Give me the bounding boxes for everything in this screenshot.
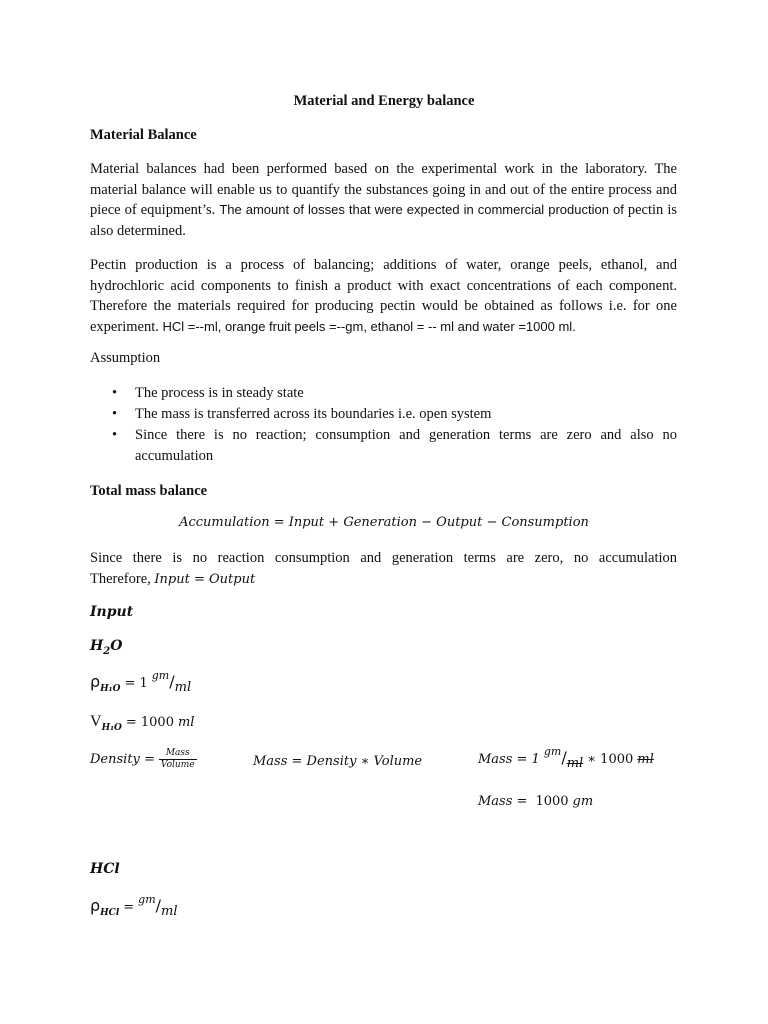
mass-calc-multiplier: ∗ 1000 (587, 752, 634, 767)
fraction-denominator: Volume (160, 760, 195, 770)
balance-equation: Accumulation = Input + Generation − Output − Consumption (179, 515, 589, 530)
list-item-text: The process is in steady state (135, 385, 304, 401)
rho-value: = 1 (124, 676, 148, 691)
h2o-volume-line (90, 713, 194, 731)
list-item (90, 425, 677, 467)
bullet-icon: • (112, 385, 118, 401)
bullet-icon: • (112, 406, 118, 422)
unit-numerator: gm (151, 669, 170, 682)
mass-result (478, 792, 593, 810)
paragraph-2-tail: HCl =--ml, orange fruit peels =--gm, ethanol = -- ml and water =1000 ml. (162, 319, 576, 335)
paragraph-3-line2 (90, 569, 677, 591)
volume-value: = 1000 (125, 715, 174, 730)
paragraph-1-text: Material balances had been performed based on the experimental work in the laboratory. The material balance will enable us to quantify the substances going in and out of the entire process and piece of equipment’s. (90, 161, 677, 219)
unit-numerator: gm (543, 745, 562, 758)
density-formula (90, 748, 197, 771)
rho-symbol: ρ (90, 672, 101, 691)
h2o-heading (90, 638, 123, 657)
paragraph-1-end: pectin is also determined. (90, 202, 678, 240)
paragraph-1-tail: The amount of losses that were expected in commercial production of (219, 202, 624, 218)
input-heading: Input (90, 604, 134, 620)
hcl-heading: HCl (90, 861, 120, 877)
rho-symbol: ρ (90, 896, 101, 915)
volume-subscript: H₁O (101, 723, 122, 733)
mass-calculation: Mass = 1 $^{gm}/_{ml}$ ∗ 1000 ml (478, 745, 654, 771)
fraction-numerator: Mass (159, 748, 197, 760)
h2o-subscript: 2 (103, 646, 111, 657)
list-item (90, 383, 677, 404)
paragraph-2-text: Pectin production is a process of balancing; additions of water, orange peels, ethanol, and hydrochloric acid components to finish a product with exact concentrations of each component. Therefore the materials required for producing pectin would be obtained as follows i.e. for one experiment. (90, 257, 677, 336)
density-lhs: Density = (90, 752, 155, 768)
list-item (90, 404, 677, 425)
paragraph-3-line1: Since there is no reaction consumption and generation terms are zero, no accumulation (90, 550, 677, 566)
mass-result-value: 1000 (535, 794, 569, 809)
rho-subscript: HCl (100, 908, 120, 918)
list-item-text: Since there is no reaction; consumption and generation terms are zero and also no accumulation (135, 427, 677, 464)
list-item-text: The mass is transferred across its boundaries i.e. open system (135, 406, 492, 422)
paragraph-3-prefix: Therefore, (90, 570, 151, 587)
material-balance-heading: Material Balance (90, 127, 197, 143)
cancelled-unit: ml (637, 752, 654, 767)
assumption-label: Assumption (90, 350, 161, 366)
unit-numerator: gm (138, 893, 156, 906)
paragraph-3 (90, 548, 677, 590)
rho-subscript: H₁O (100, 684, 121, 694)
mass-result-unit: gm (572, 794, 594, 809)
document-title: Material and Energy balance (293, 93, 475, 109)
mass-result-lhs: Mass = (478, 794, 528, 809)
unit-denominator: ml (174, 680, 192, 695)
volume-symbol: V (90, 713, 102, 730)
assumption-list (90, 383, 677, 467)
unit-denominator: ml (161, 904, 178, 919)
paragraph-2 (90, 255, 677, 338)
unit-denominator-cancelled: ml (566, 756, 584, 771)
rho-equals: = (123, 900, 135, 915)
h2o-density-line: $\rho_{H_1O} = 1$ $^{gm}/_{ml}$ (90, 669, 192, 695)
hcl-density-line: $\rho_{HCl} = ^{gm}/_{ml}$ (90, 893, 178, 919)
volume-unit: ml (177, 715, 195, 730)
h2o-o: O (110, 638, 123, 654)
h2o-h: H (90, 638, 104, 654)
mass-formula: Mass = Density ∗ Volume (253, 754, 423, 769)
density-fraction (159, 748, 197, 771)
paragraph-3-equation: Input = Output (154, 571, 256, 587)
paragraph-1 (90, 159, 677, 242)
mass-calc-lhs: Mass = 1 (478, 752, 540, 767)
total-mass-heading: Total mass balance (90, 483, 208, 499)
bullet-icon: • (112, 427, 118, 443)
